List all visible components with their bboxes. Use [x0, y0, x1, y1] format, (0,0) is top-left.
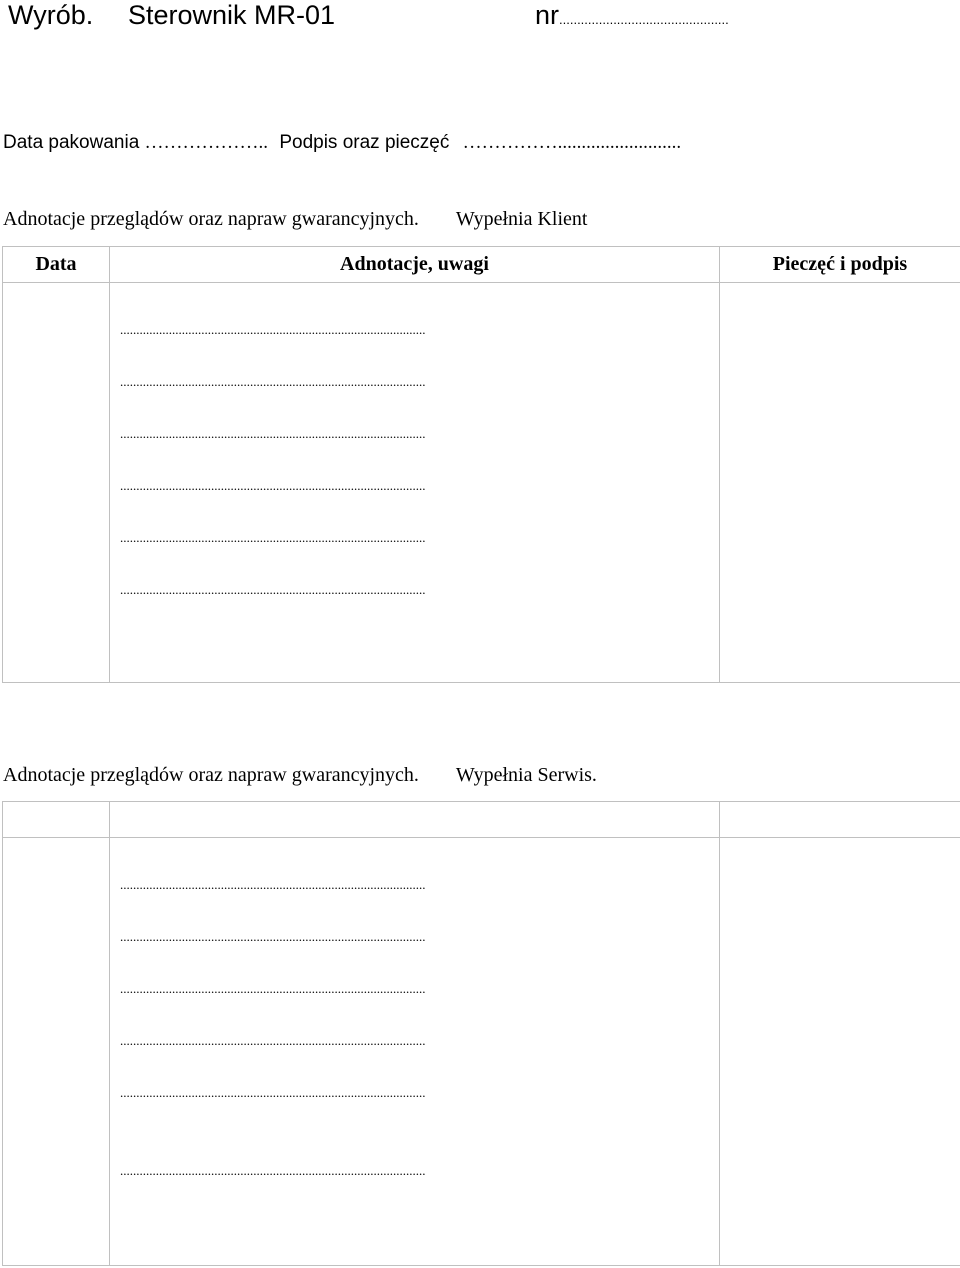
col-stamp-header: Pieczęć i podpis [720, 247, 960, 283]
client-filled-by: Wypełnia Klient [455, 208, 588, 230]
service-filled-by: Wypełnia Serwis. [455, 764, 597, 786]
packing-line [3, 132, 681, 154]
service-annotations-table [2, 801, 960, 1266]
packing-sign-label: Podpis oraz pieczęć [279, 132, 450, 153]
service-section-title [3, 764, 597, 787]
service-col-date-header [3, 802, 110, 838]
packing-date-label: Data pakowania [3, 132, 140, 153]
packing-sign-dots: …………….......................... [462, 132, 682, 153]
dot-line: .............................................................................................. [120, 374, 426, 389]
dot-line: .............................................................................................. [120, 426, 426, 441]
dot-line: .............................................................................................. [120, 1163, 426, 1178]
dot-line: .............................................................................................. [120, 582, 426, 597]
dot-line: .............................................................................................. [120, 1085, 426, 1100]
service-date-cell[interactable] [3, 838, 110, 1266]
product-name: Sterownik MR-01 [128, 0, 336, 30]
dot-line: .............................................................................................. [120, 981, 426, 996]
document-header [8, 0, 958, 36]
service-table-row [3, 838, 960, 1266]
dot-line: .............................................................................................. [120, 530, 426, 545]
client-date-cell[interactable] [3, 283, 110, 683]
client-table-header [3, 247, 960, 283]
client-table-row [3, 283, 960, 683]
packing-date-dots: ……………….. [144, 132, 269, 153]
dot-line: .............................................................................................. [120, 322, 426, 337]
dot-line: .............................................................................................. [120, 1033, 426, 1048]
product-label: Wyrób. [8, 0, 94, 30]
nr-label: nr [535, 0, 560, 30]
client-annotations-table [2, 246, 960, 683]
col-date-header: Data [3, 247, 110, 283]
client-section-heading: Adnotacje przeglądów oraz napraw gwarancyjnych. [3, 208, 419, 230]
service-notes-cell[interactable] [110, 838, 720, 1266]
nr-dots: ............................................... [559, 12, 729, 27]
dot-line: .............................................................................................. [120, 929, 426, 944]
serial-number-label [535, 0, 729, 31]
dot-line: .............................................................................................. [120, 877, 426, 892]
client-section-title [3, 208, 587, 231]
client-stamp-cell[interactable] [720, 283, 960, 683]
service-col-notes-header [110, 802, 720, 838]
client-notes-cell[interactable] [110, 283, 720, 683]
service-table-header [3, 802, 960, 838]
service-col-stamp-header [720, 802, 960, 838]
service-stamp-cell[interactable] [720, 838, 960, 1266]
col-notes-header: Adnotacje, uwagi [110, 247, 720, 283]
dot-line: .............................................................................................. [120, 478, 426, 493]
service-section-heading: Adnotacje przeglądów oraz napraw gwarancyjnych. [3, 764, 419, 786]
